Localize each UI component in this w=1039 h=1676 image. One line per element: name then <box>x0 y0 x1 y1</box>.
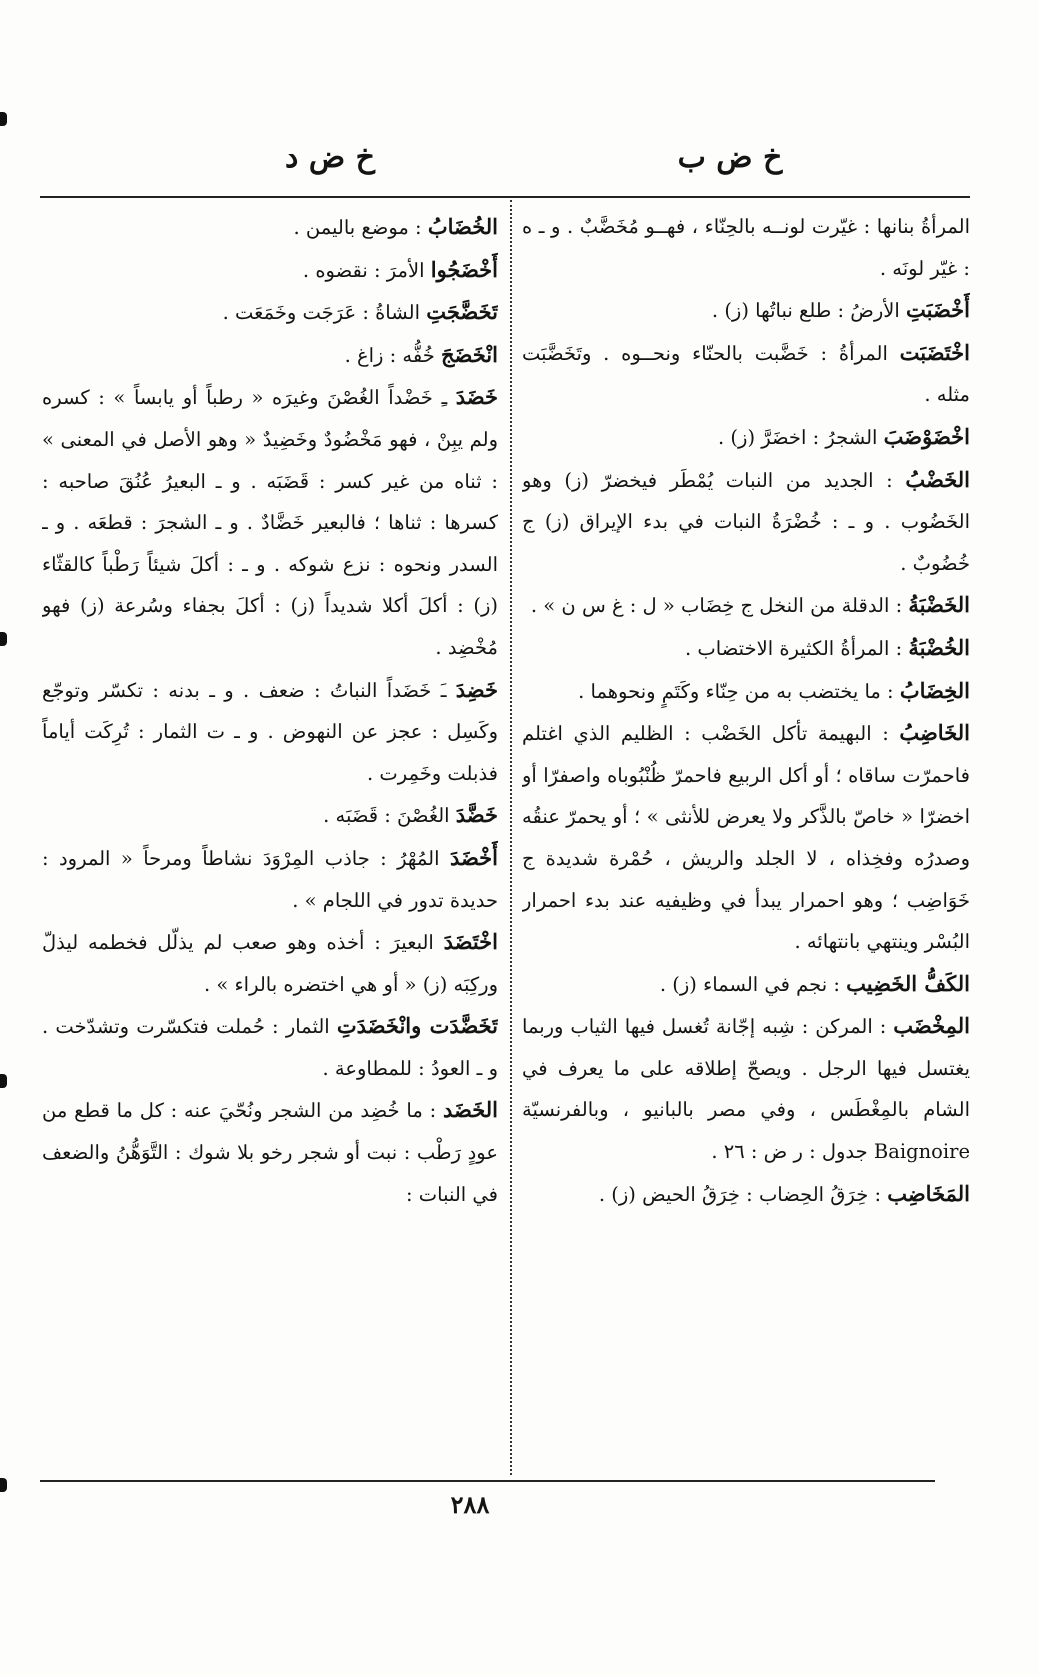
dictionary-entry <box>522 206 970 289</box>
entry-definition: ـَ خَضَداً النباتُ : ضعف . و ـ بدنه : تكسّر وتوجّع وكَسِل : عجز عن النهوض . و ـ ت الثمار : تُرِكَت أياماً فذبلت وخَمِرت . <box>42 678 498 785</box>
margin-mark <box>0 632 7 646</box>
root-header-right: خ ض ب <box>677 140 783 175</box>
dictionary-entry <box>522 1173 970 1216</box>
entry-definition: : الدقلة من النخل ج خِضَاب « ل : غ س ن » . <box>530 594 909 618</box>
entry-headword: المِخْضَب <box>893 1013 970 1039</box>
root-header-left: خ ض د <box>285 140 375 175</box>
dictionary-entry <box>42 794 498 837</box>
entry-headword: الخُضَابُ <box>427 214 498 239</box>
dictionary-entry <box>522 584 970 627</box>
bottom-rule <box>40 1480 935 1482</box>
entry-headword: الخَضْبَةُ <box>908 592 970 618</box>
margin-mark <box>0 1478 7 1492</box>
entry-definition: : ما خُضِد من الشجر ونُحّيَ عنه : كل ما قطع من عودٍ رَطْب : نبت أو شجر رخو بلا شوك : التَّوَهُّنُ والضعف في النبات : <box>42 1099 498 1206</box>
entry-headword: الكَفُّ الخَضِيب <box>846 970 970 996</box>
entry-headword: خَضَدَ <box>455 384 498 410</box>
dictionary-entry <box>522 1005 970 1172</box>
dictionary-entry <box>42 249 498 292</box>
dictionary-entry <box>522 670 970 713</box>
dictionary-entry <box>522 332 970 416</box>
entry-definition: المرأةُ بنانها : غيّرت لونــه بالحِنّاء ، فهــو مُخَضَّبٌ . و ـ ه : غيّر لونَه . <box>522 215 970 280</box>
entry-definition: : ما يختضب به من حِنّاء وكَتَمٍ ونحوهما . <box>578 679 900 703</box>
dictionary-entry <box>42 921 498 1005</box>
dictionary-entry <box>42 291 498 334</box>
entry-definition: : نجم في السماء (ز) . <box>659 972 847 996</box>
entry-headword: أَخْضَبَتِ <box>906 297 970 323</box>
entry-definition: البعيرَ : أخذه وهو صعب لم يذلّل فخطمه ليذلّ وركِبَه (ز) « أو هي اختضره بالراء » . <box>42 931 498 996</box>
dictionary-entry <box>42 1005 498 1089</box>
entry-headword: المَخَاضِب <box>887 1180 970 1206</box>
entry-definition: الثمار : حُملت فتكسّرت وتشدّخت . و ـ العودُ : للمطاوعة . <box>42 1015 498 1080</box>
entry-definition: ـِ خَضْداً الغُصْنَ وغيرَه « رطباً أو يابساً » : كسره ولم يبِنْ ، فهو مَخْضُودٌ وخَضِيدٌ « وهو الأصل في المعنى » : ثناه من غير كسر : قَضَبَه . و ـ البعيرُ عُنُقَ صاحبه : كسرها : ثناها ؛ فالبعير خَضَّادٌ . و ـ الشجرَ : قطعَه . و ـ السدر ونحوه : نزع شوكه . و ـ : أكلَ شيئاً رَطْباً كالقثّاء (ز) : أكلَ أكلا شديداً (ز) : أكلَ بجفاء وسُرعة (ز) فهو مُخْضِد . <box>42 386 498 659</box>
dictionary-entry <box>522 459 970 585</box>
entry-definition: : خِرَقُ الحِضاب : خِرَقُ الحيض (ز) . <box>598 1182 888 1206</box>
entry-headword: خَضَّدَ <box>455 802 498 828</box>
dictionary-entry <box>42 1089 498 1215</box>
entry-definition: الأمرَ : نقضوه . <box>302 258 431 282</box>
top-rule <box>40 196 970 198</box>
left-column <box>42 206 498 1471</box>
entry-headword: تَخَضَّدَت وانْخَضَدَتِ <box>336 1013 498 1039</box>
entry-headword: اخْتَضَبَت <box>899 339 970 365</box>
dictionary-entry <box>42 837 498 921</box>
margin-mark <box>0 112 7 126</box>
entry-definition: خُفُّه : زاغ . <box>344 343 441 367</box>
entry-definition: المرأةُ : خَضَّبت بالحنّاء ونحــوه . وتَخَضَّبَت مثله . <box>522 341 970 407</box>
entry-headword: الخَضْبُ <box>905 466 970 492</box>
margin-mark <box>0 1074 7 1088</box>
entry-definition: : المركن : شِبه إجّانة تُغسل فيها الثياب وربما يغتسل فيها الرجل . ويصحّ إطلاقه على ما يعرف في الشام بالمِغْطَس ، وفي مصر بالبانيو ، وبالفرنسيّة Baignoire جدول : ر ض : ٢٦ . <box>522 1015 970 1164</box>
page-number: ٢٨٨ <box>450 1490 490 1519</box>
entry-headword: الخَضَد <box>442 1097 498 1123</box>
entry-headword: خَضِدَ <box>455 676 498 702</box>
dictionary-entry <box>42 206 498 249</box>
entry-headword: الخَاضِبُ <box>899 720 970 746</box>
dictionary-entry <box>522 963 970 1006</box>
entry-definition: : موضع باليمن . <box>293 216 428 239</box>
dictionary-entry <box>42 376 498 668</box>
dictionary-entry <box>42 669 498 795</box>
entry-definition: : المرأةُ الكثيرة الاختضاب . <box>685 636 909 660</box>
entry-definition: : الجديد من النبات يُمْطَر فيخضرّ (ز) وهو الخَضُوب . و ـ : خُضْرَةُ النبات في بدء الإيراق (ز) ج خُضُوبٌ . <box>522 468 970 575</box>
dictionary-entry <box>522 289 970 332</box>
entry-headword: الخِضَابُ <box>899 677 970 703</box>
dictionary-entry <box>522 712 970 963</box>
entry-headword: أَخْضَدَ <box>449 844 498 870</box>
dictionary-entry <box>522 627 970 670</box>
entry-headword: الخُضْبَةُ <box>908 634 970 660</box>
entry-definition: الشجرُ : اخضَرَّ (ز) . <box>718 425 884 449</box>
entry-headword: اخْتَضَدَ <box>443 929 498 955</box>
entry-headword: أَخْضَجُوا <box>430 256 498 282</box>
column-divider <box>510 200 512 1475</box>
entry-definition: الأرضُ : طلع نباتُها (ز) . <box>711 299 907 323</box>
dictionary-entry <box>42 334 498 377</box>
right-column <box>522 206 970 1471</box>
entry-definition: الشاةُ : عَرَجَت وخَمَعَت . <box>222 301 427 325</box>
entry-headword: اخْضَوْضَبَ <box>883 423 970 449</box>
entry-definition: : البهيمة تأكل الخَضْب : الظليم الذي اغتلم فاحمرّت ساقاه ؛ أو أكل الربيع فاحمرّ ظُنْبُوباه واصفرّا أو اخضرّا « خاصّ بالذَّكر ولا يعرض للأنثى » ؛ أو يحمرّ عنقُه وصدرُه وفخِذاه ، لا الجلد والريش ، حُمْرة شديدة ج خَوَاضِب ؛ وهو احمرار يبدأ في وظيفيه عند بدء احمرار البُسْر وينتهي بانتهائه . <box>522 722 970 954</box>
entry-definition: الغُصْنَ : قَضَبَه . <box>323 804 456 828</box>
entry-headword: انْخَضَجَ <box>440 341 498 367</box>
dictionary-entry <box>522 416 970 459</box>
entry-definition: المُهْرُ : جاذب المِرْوَدَ نشاطاً ومرحاً « المرود : حديدة تدور في اللجام » . <box>42 846 498 912</box>
entry-headword: تَخَضَّجَتِ <box>426 299 498 325</box>
